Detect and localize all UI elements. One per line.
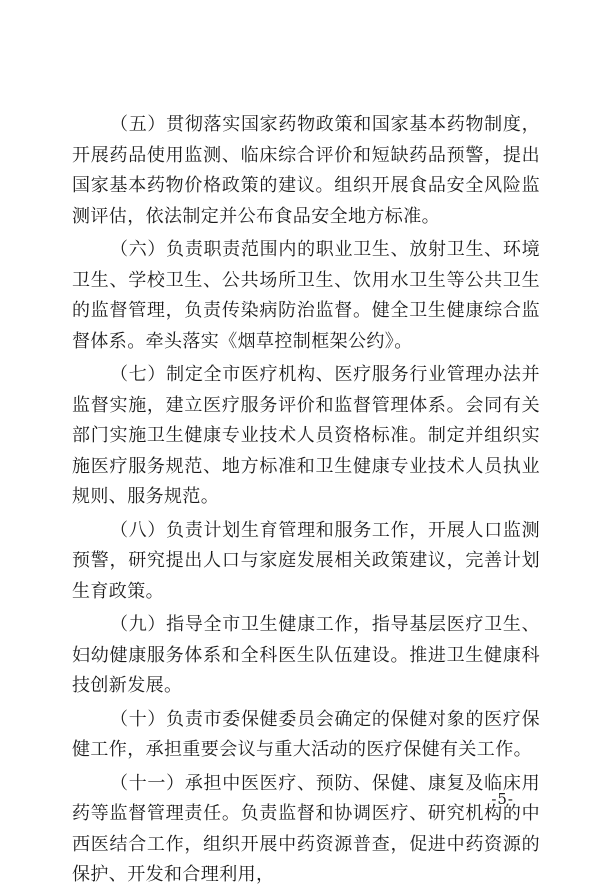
- paragraph-9: （九）指导全市卫生健康工作，指导基层医疗卫生、妇幼健康服务体系和全科医生队伍建设。推进卫生健康科技创新发展。: [72, 614, 540, 696]
- paragraph-5: （五）贯彻落实国家药物政策和国家基本药物制度，开展药品使用监测、临床综合评价和短缺药品预警，提出国家基本药物价格政策的建议。组织开展食品安全风险监测评估，依法制定并公布食品安全地方标准。: [72, 114, 540, 227]
- paragraph-11: （十一）承担中医医疗、预防、保健、康复及临床用药等监督管理责任。负责监督和协调医疗、研究机构的中西医结合工作，组织开展中药资源普查，促进中药资源的保护、开发和合理利用，: [72, 772, 540, 885]
- page-number: -5-: [491, 790, 514, 808]
- document-body: [72, 110, 540, 891]
- paragraph-7: （七）制定全市医疗机构、医疗服务行业管理办法并监督实施，建立医疗服务评价和监督管理体系。会同有关部门实施卫生健康专业技术人员资格标准。制定并组织实施医疗服务规范、地方标准和卫生健康专业技术人员执业规则、服务规范。: [72, 364, 540, 507]
- paragraph-8: （八）负责计划生育管理和服务工作，开展人口监测预警，研究提出人口与家庭发展相关政策建议，完善计划生育政策。: [72, 519, 540, 602]
- paragraph-6: （六）负责职责范围内的职业卫生、放射卫生、环境卫生、学校卫生、公共场所卫生、饮用水卫生等公共卫生的监督管理，负责传染病防治监督。健全卫生健康综合监督体系。牵头落实《烟草控制框架公约》。: [72, 239, 540, 352]
- paragraph-10: （十）负责市委保健委员会确定的保健对象的医疗保健工作，承担重要会议与重大活动的医疗保健有关工作。: [72, 708, 540, 760]
